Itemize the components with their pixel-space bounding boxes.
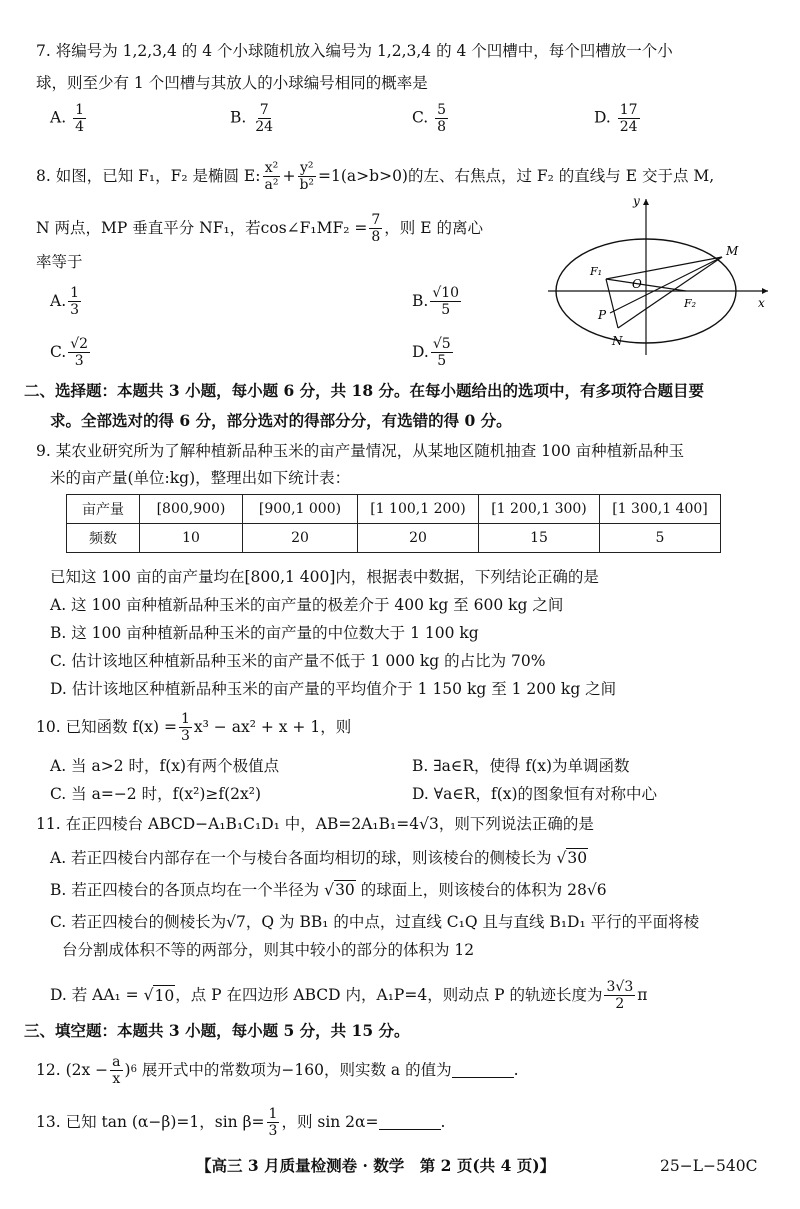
table-cell: 15 (479, 524, 600, 553)
q10-option-a: A. 当 a>2 时，f(x)有两个极值点 (50, 757, 280, 775)
footer-code: 25−L−540C (660, 1157, 758, 1175)
q8-option-a: A. $\frac{1}{3}$ (50, 284, 80, 318)
q10-stem: 10. 已知函数 f(x) = $\frac{1}{3}$ x³ − ax² + x + 1，则 (36, 710, 352, 744)
q7-option-a-value: $\frac{1}{4}$ (75, 102, 84, 135)
y-axis-arrow (643, 199, 649, 205)
q9-option-b: B. 这 100 亩种植新品种玉米的亩产量的中位数大于 1 100 kg (50, 624, 479, 642)
label-f2: F₂ (684, 297, 697, 310)
table-cell: 10 (140, 524, 243, 553)
ellipse-figure (540, 195, 775, 360)
section3-heading: 三、填空题：本题共 3 小题，每小题 5 分，共 15 分。 (24, 1021, 410, 1040)
table-cell: 5 (600, 524, 721, 553)
q9-option-c: C. 估计该地区种植新品种玉米的亩产量不低于 1 000 kg 的占比为 70% (50, 652, 546, 670)
section2-heading-line2: 求。全部选对的得 6 分，部分选对的得部分分，有选错的得 0 分。 (50, 411, 512, 430)
q9-stem-line2: 米的亩产量(单位:kg)，整理出如下统计表： (50, 469, 351, 487)
table-cell: [900,1 000) (243, 495, 358, 524)
table-cell: [1 100,1 200) (358, 495, 479, 524)
q9-option-a: A. 这 100 亩种植新品种玉米的亩产量的极差介于 400 kg 至 600 kg 之间 (50, 596, 564, 614)
q8-stem-line2: N 两点，MP 垂直平分 NF₁，若cos∠F₁MF₂ = $\frac{7}{8}$ ，则 E 的离心 (36, 211, 483, 245)
q9-stem-line1: 9. 某农业研究所为了解种植新品种玉米的亩产量情况，从某地区随机抽查 100 亩种植新品种玉 (36, 442, 685, 460)
q11-option-c-line1: C. 若正四棱台的侧棱长为√7，Q 为 BB₁ 的中点，过直线 C₁Q 且与直线 B₁D₁ 平行的平面将棱 (50, 913, 700, 931)
q11-stem: 11. 在正四棱台 ABCD−A₁B₁C₁D₁ 中，AB=2A₁B₁=4√3，则下列说法正确的是 (36, 815, 594, 833)
label-m: M (726, 244, 739, 258)
table-cell: 20 (358, 524, 479, 553)
label-f1: F₁ (590, 265, 603, 278)
q11-option-a: A. 若正四棱台内部存在一个与棱台各面均相切的球，则该棱台的侧棱长为 √30 (50, 849, 588, 867)
q8-option-b: B. $\frac{√10}{5}$ (412, 284, 460, 318)
label-y: y (633, 195, 640, 208)
q9-option-d: D. 估计该地区种植新品种玉米的亩产量的平均值介于 1 150 kg 至 1 200 kg 之间 (50, 680, 617, 698)
label-p: P (598, 308, 607, 322)
q12-stem: 12. (2x − $\frac{a}{x}$ ) 6 展开式中的常数项为−160，则实数 a 的值为 . (36, 1053, 519, 1087)
table-cell: 亩产量 (67, 495, 140, 524)
q7-option-a-label: A. (50, 108, 67, 127)
table-cell: [1 300,1 400] (600, 495, 721, 524)
segment-f1n (606, 279, 618, 328)
table-cell: 频数 (67, 524, 140, 553)
q13-stem: 13. 已知 tan (α−β)=1，sin β= $\frac{1}{3}$ ，则 sin 2α= . (36, 1105, 446, 1139)
q11-option-d: D. 若 AA₁ = √ 10 ，点 P 在四边形 ABCD 内，A₁P=4，则动点 P 的轨迹长度为 $\frac{3√3}{2}$ π (50, 978, 648, 1012)
q7-option-c: C. $\frac{5}{8}$ (412, 102, 447, 135)
label-x: x (758, 296, 765, 310)
label-n: N (612, 334, 623, 348)
q11-option-b: B. 若正四棱台的各顶点均在一个半径为 √30 的球面上，则该棱台的体积为 28√6 (50, 881, 607, 899)
table-cell: [1 200,1 300) (479, 495, 600, 524)
q10-option-c: C. 当 a=−2 时，f(x²)≥f(2x²) (50, 785, 262, 803)
x-axis-arrow (762, 288, 768, 294)
q7-option-b: B. $\frac{7}{24}$ (230, 102, 274, 135)
q13-answer-blank (379, 1115, 441, 1130)
statistics-table (66, 494, 721, 553)
q7-option-a (50, 102, 88, 142)
q8-option-c: C. $\frac{√2}{3}$ (50, 335, 89, 369)
segment-mn (618, 257, 722, 328)
q12-answer-blank (452, 1063, 514, 1078)
table-header-row (67, 495, 721, 524)
segment-f1m (606, 257, 722, 279)
label-o: O (632, 277, 642, 291)
table-cell: 20 (243, 524, 358, 553)
q7-stem-line1: 7. 将编号为 1,2,3,4 的 4 个小球随机放入编号为 1,2,3,4 的 4 个凹槽中，每个凹槽放一个小 (36, 42, 673, 60)
q10-option-b: B. ∃a∈R，使得 f(x)为单调函数 (412, 757, 630, 775)
section2-heading-line1: 二、选择题：本题共 3 小题，每小题 6 分，共 18 分。在每小题给出的选项中，有多项符合题目要 (24, 381, 705, 400)
q9-stem-line3: 已知这 100 亩的亩产量均在[800,1 400]内，根据表中数据，下列结论正确的是 (50, 568, 599, 586)
q8-option-d: D. $\frac{√5}{5}$ (412, 335, 451, 369)
q8-stem-line1: 8. 如图，已知 F₁，F₂ 是椭圆 E: $\frac{\text{x²}}{\text{a²}}$ + $\frac{\text{y²}}{\text{b²}}$ =1(a>b>0)的左、右焦点，过 F₂ 的直线与 E 交于点 M, (36, 159, 715, 193)
q8-stem-line3: 率等于 (36, 253, 83, 271)
segment-mp (610, 257, 722, 313)
footer-title: 【高三 3 月质量检测卷 · 数学 第 2 页(共 4 页)】 (196, 1156, 556, 1175)
table-row (67, 524, 721, 553)
q11-option-c-line2: 台分割成体积不等的两部分，则其中较小的部分的体积为 12 (62, 941, 475, 959)
q7-stem-line2: 球，则至少有 1 个凹槽与其放人的小球编号相同的概率是 (36, 74, 428, 92)
table-cell: [800,900) (140, 495, 243, 524)
q10-option-d: D. ∀a∈R，f(x)的图象恒有对称中心 (412, 785, 658, 803)
q7-option-d: D. $\frac{17}{24}$ (594, 102, 638, 135)
